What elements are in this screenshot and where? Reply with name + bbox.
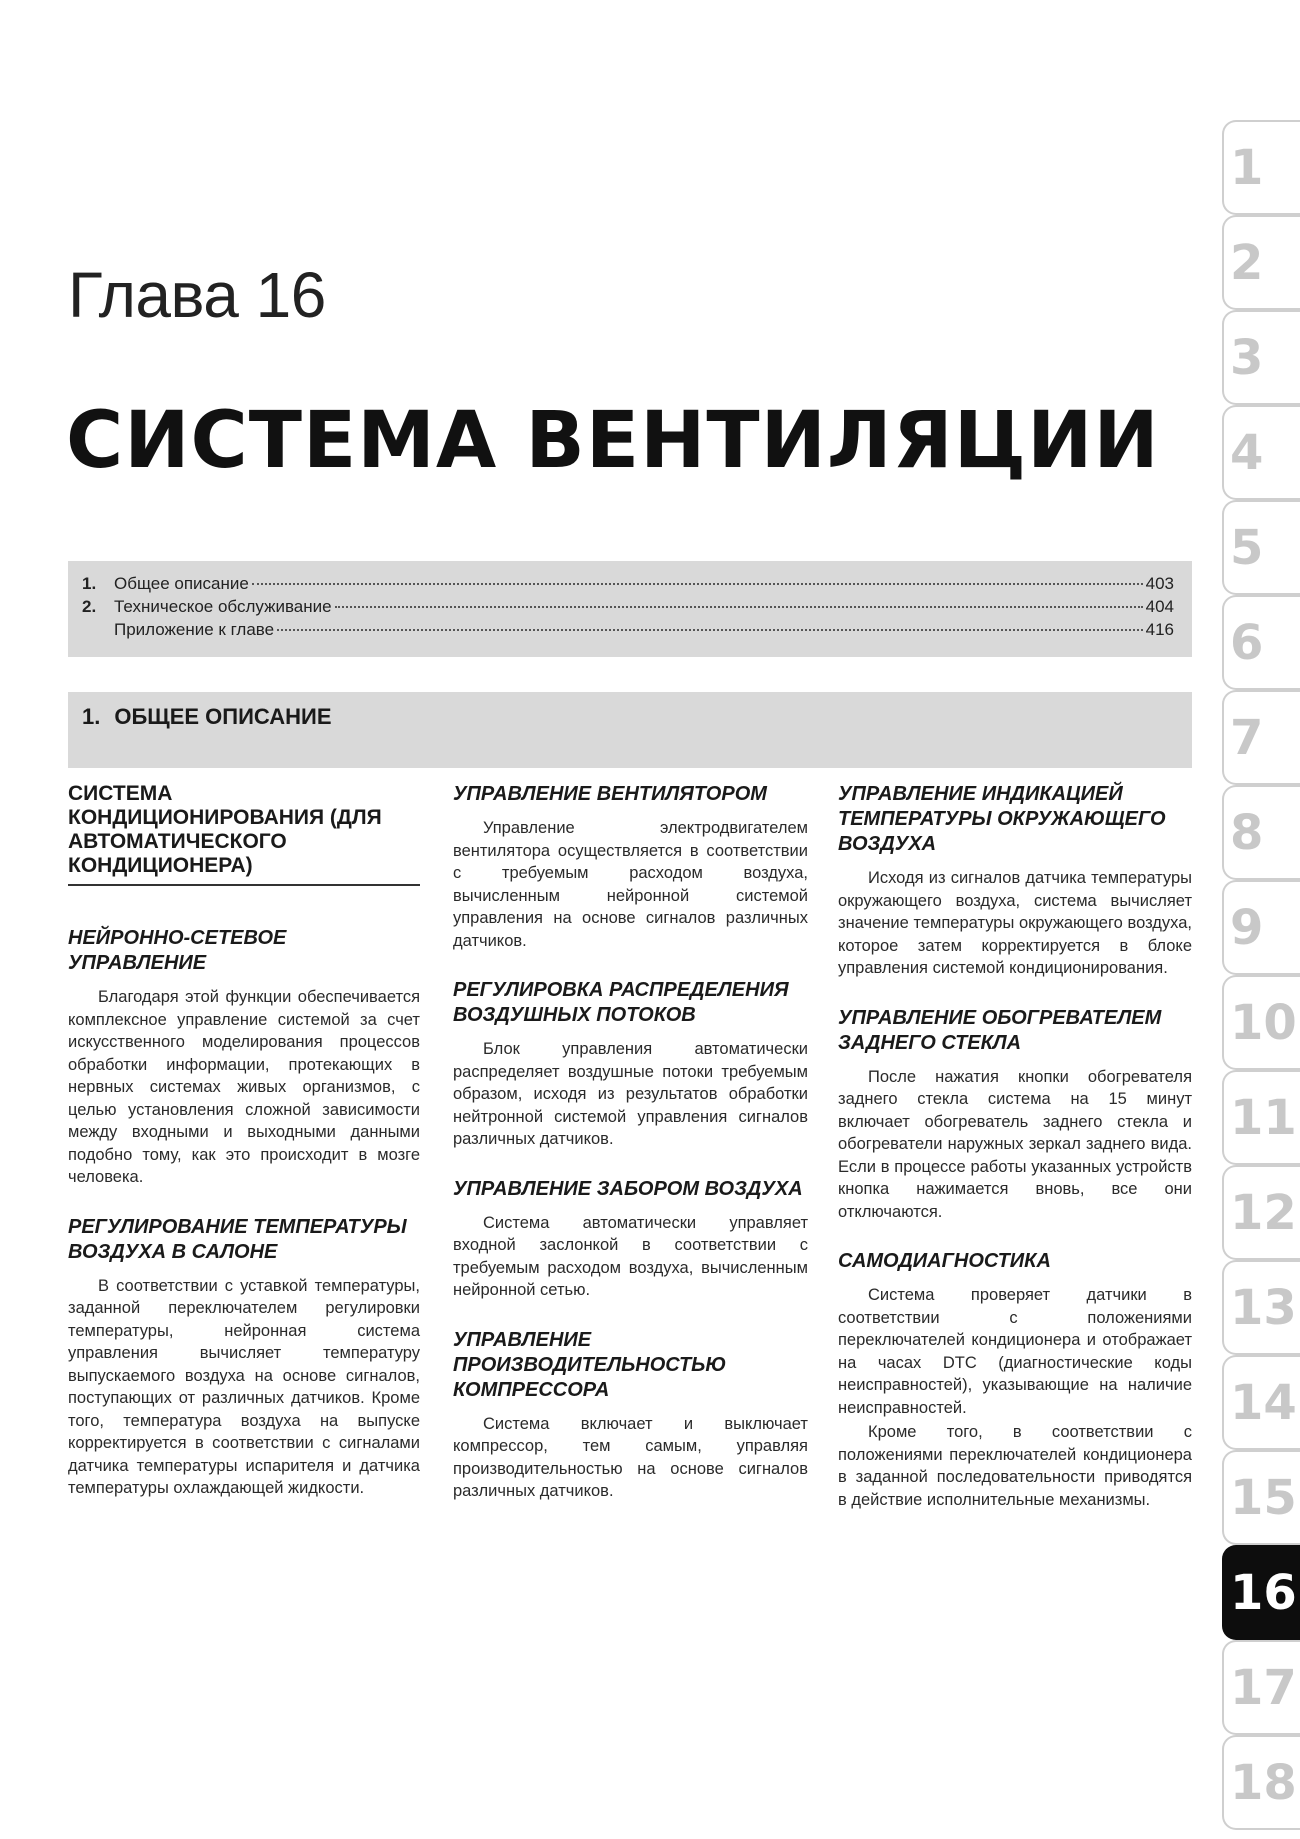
- toc-number: 1.: [82, 574, 97, 593]
- chapter-tab-13[interactable]: 13: [1222, 1260, 1300, 1355]
- spacer: [453, 952, 808, 978]
- chapter-tab-4[interactable]: 4: [1222, 405, 1300, 500]
- column-2: [453, 782, 808, 1503]
- paragraph: Управление электродвигателем вентилятора осуществляется в соответствии с требуемым расходом воздуха, вычисленным нейронной системой управления на основе сигналов различных датчиков.: [453, 819, 808, 950]
- subheading: УПРАВЛЕНИЕ ЗАБОРОМ ВОЗДУХА: [453, 1177, 803, 1200]
- toc-page: 404: [1145, 597, 1174, 616]
- chapter-tab-7[interactable]: 7: [1222, 690, 1300, 785]
- toc-title: Техническое обслуживание: [114, 597, 332, 616]
- chapter-tab-16[interactable]: 16: [1222, 1545, 1300, 1640]
- spacer: [453, 1151, 808, 1177]
- chapter-tab-12[interactable]: 12: [1222, 1165, 1300, 1260]
- toc-page: 416: [1145, 620, 1174, 639]
- toc-leader: [277, 628, 1143, 631]
- subheading: РЕГУЛИРОВКА РАСПРЕДЕЛЕНИЯ ВОЗДУШНЫХ ПОТОКОВ: [453, 979, 789, 1026]
- paragraph: В соответствии с уставкой температуры, заданной переключателем регулировки температуры, нейронная система управления вычисляет температуру выпускаемого воздуха на основе сигналов, поступающих от различных датчиков. Кроме того, температура воздуха на выпуске корректируется в соответствии с сигналами датчика температуры испарителя и датчика температуры охлаждающей жидкости.: [68, 1276, 420, 1497]
- chapter-tab-5[interactable]: 5: [1222, 500, 1300, 595]
- chapter-tab-10[interactable]: 10: [1222, 975, 1300, 1070]
- subheading: УПРАВЛЕНИЕ ПРОИЗВОДИТЕЛЬНОСТЬЮ КОМПРЕССОРА: [453, 1328, 727, 1401]
- column-3: [838, 782, 1192, 1511]
- toc-page: 403: [1145, 574, 1174, 593]
- paragraph: Система проверяет датчики в соответствии с положениями переключателей кондиционера и отображает на часах DTC (диагностические коды неисправностей), указывающие на наличие неисправностей.: [838, 1286, 1192, 1417]
- paragraph: Система автоматически управляет входной заслонкой в соответствии с требуемым расходом воздуха, вычисленным нейронной сетью.: [453, 1213, 808, 1299]
- section-title: ОБЩЕЕ ОПИСАНИЕ: [114, 704, 332, 729]
- chapter-tab-8[interactable]: 8: [1222, 785, 1300, 880]
- table-of-contents: [68, 561, 1192, 657]
- chapter-tab-2[interactable]: 2: [1222, 215, 1300, 310]
- spacer: [68, 1189, 420, 1215]
- toc-title: Приложение к главе: [114, 620, 275, 639]
- subheading: НЕЙРОННО-СЕТЕВОЕ УПРАВЛЕНИЕ: [68, 927, 287, 974]
- subheading: УПРАВЛЕНИЕ ОБОГРЕВАТЕЛЕМ ЗАДНЕГО СТЕКЛА: [838, 1006, 1162, 1054]
- major-heading: СИСТЕМА КОНДИЦИОНИРОВАНИЯ (ДЛЯ АВТОМАТИЧЕСКОГО КОНДИЦИОНЕРА): [68, 782, 382, 877]
- chapter-tab-15[interactable]: 15: [1222, 1450, 1300, 1545]
- chapter-tabs: [1222, 120, 1300, 1830]
- paragraph: Благодаря этой функции обеспечивается комплексное управление системой за счет искусственного моделирования процессов обработки информации, протекающих в нервных системах живых организмов, с целью установления сложной зависимости между входными и выходными данными подобно тому, как это происходит в мозге человека.: [68, 988, 420, 1186]
- paragraph: Кроме того, в соответствии с положениями переключателей кондиционера в заданной последовательности приводятся в действие исполнительные механизмы.: [838, 1423, 1192, 1509]
- toc-leader: [335, 605, 1143, 608]
- toc-row[interactable]: [82, 574, 1174, 597]
- paragraph: После нажатия кнопки обогревателя заднего стекла система на 15 минут включает обогреватель заднего стекла и обогреватели наружных зеркал заднего вида. Если в процессе работы указанных устройств кнопка нажимается вновь, все они отключаются.: [838, 1067, 1192, 1221]
- chapter-label: Глава 16: [68, 259, 326, 331]
- paragraph: Блок управления автоматически распределяет воздушные потоки требуемым образом, исходя из результатов обработки нейтронной системой управления сигналов различных датчиков.: [453, 1040, 808, 1148]
- subheading: РЕГУЛИРОВАНИЕ ТЕМПЕРАТУРЫ ВОЗДУХА В САЛОНЕ: [68, 1215, 407, 1263]
- toc-leader: [252, 582, 1143, 585]
- subheading: САМОДИАГНОСТИКА: [838, 1250, 1051, 1272]
- column-1: [68, 782, 420, 1500]
- spacer: [453, 1302, 808, 1328]
- subheading: УПРАВЛЕНИЕ ИНДИКАЦИЕЙ ТЕМПЕРАТУРЫ ОКРУЖАЮЩЕГО ВОЗДУХА: [838, 783, 1166, 855]
- spacer: [838, 980, 1192, 1006]
- toc-number: 2.: [82, 597, 97, 616]
- toc-row[interactable]: [82, 597, 1174, 620]
- chapter-tab-17[interactable]: 17: [1222, 1640, 1300, 1735]
- chapter-tab-1[interactable]: 1: [1222, 120, 1300, 215]
- chapter-title: СИСТЕМА ВЕНТИЛЯЦИИ: [66, 396, 1160, 486]
- chapter-tab-6[interactable]: 6: [1222, 595, 1300, 690]
- chapter-tab-11[interactable]: 11: [1222, 1070, 1300, 1165]
- chapter-tab-9[interactable]: 9: [1222, 880, 1300, 975]
- toc-row[interactable]: [82, 620, 1174, 643]
- section-number: 1.: [82, 704, 101, 729]
- toc-title: Общее описание: [114, 574, 249, 593]
- chapter-tab-18[interactable]: 18: [1222, 1735, 1300, 1830]
- chapter-tab-14[interactable]: 14: [1222, 1355, 1300, 1450]
- divider: [68, 884, 420, 886]
- spacer: [838, 1223, 1192, 1249]
- section-header: [68, 692, 1192, 768]
- paragraph: Система включает и выключает компрессор, тем самым, управляя производительностью на основе сигналов различных датчиков.: [453, 1414, 808, 1500]
- chapter-tab-3[interactable]: 3: [1222, 310, 1300, 405]
- subheading: УПРАВЛЕНИЕ ВЕНТИЛЯТОРОМ: [453, 783, 767, 805]
- paragraph: Исходя из сигналов датчика температуры окружающего воздуха, система вычисляет значение температуры окружающего воздуха, которое затем корректируется в блоке управления системой кондиционирования.: [838, 869, 1192, 977]
